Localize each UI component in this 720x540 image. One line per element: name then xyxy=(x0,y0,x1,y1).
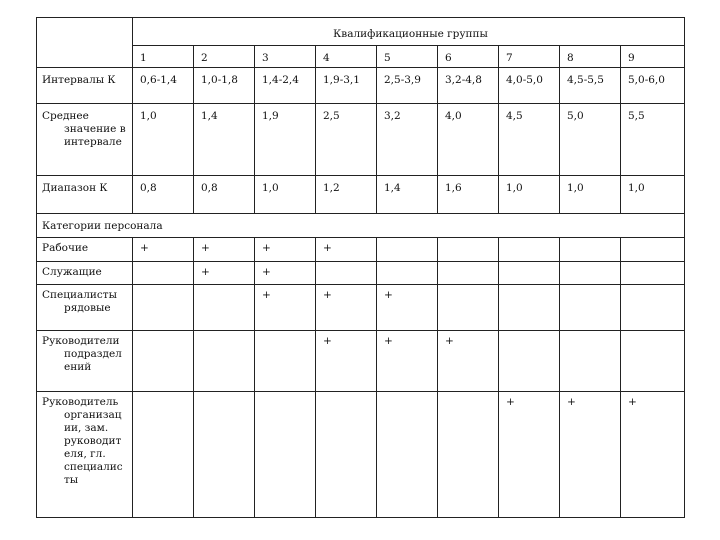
table-cell: 5,0-6,0 xyxy=(621,68,685,104)
table-cell: + xyxy=(194,238,255,262)
table-row xyxy=(37,262,685,285)
group-number: 4 xyxy=(316,46,377,68)
table-cell xyxy=(499,238,560,262)
table-cell: 0,8 xyxy=(194,176,255,214)
table-cell xyxy=(560,285,621,331)
table-row xyxy=(37,392,685,518)
group-header: Квалификационные группы xyxy=(133,18,685,46)
group-number: 1 xyxy=(133,46,194,68)
table-cell xyxy=(438,285,499,331)
table-cell: + xyxy=(438,331,499,392)
table-row xyxy=(37,331,685,392)
table-cell xyxy=(194,392,255,518)
table-cell: 3,2-4,8 xyxy=(438,68,499,104)
table-cell xyxy=(377,262,438,285)
table-cell: 3,2 xyxy=(377,104,438,176)
table-cell: + xyxy=(316,331,377,392)
table-cell xyxy=(621,331,685,392)
table-cell: + xyxy=(255,238,316,262)
row-label: Среднее значение в интервале xyxy=(37,104,133,176)
row-label: Рабочие xyxy=(37,238,133,262)
table-cell xyxy=(133,285,194,331)
table-cell: + xyxy=(255,262,316,285)
table-cell xyxy=(438,262,499,285)
table-cell: 1,6 xyxy=(438,176,499,214)
table-cell: 1,0 xyxy=(255,176,316,214)
table-cell xyxy=(560,238,621,262)
table-cell xyxy=(255,331,316,392)
table-cell: 1,0 xyxy=(560,176,621,214)
table-cell: 1,2 xyxy=(316,176,377,214)
table-cell: 1,4-2,4 xyxy=(255,68,316,104)
category-row xyxy=(37,214,685,238)
table-cell: 4,0-5,0 xyxy=(499,68,560,104)
table-row xyxy=(37,176,685,214)
table-cell: 1,4 xyxy=(377,176,438,214)
header-row-groups xyxy=(37,18,685,46)
table-cell xyxy=(133,331,194,392)
table-cell xyxy=(316,262,377,285)
row-label: Служащие xyxy=(37,262,133,285)
table-cell: 0,6-1,4 xyxy=(133,68,194,104)
table-row xyxy=(37,68,685,104)
group-number: 2 xyxy=(194,46,255,68)
group-number: 8 xyxy=(560,46,621,68)
table-cell xyxy=(194,331,255,392)
table-cell: 1,9-3,1 xyxy=(316,68,377,104)
table-cell xyxy=(133,262,194,285)
group-number: 3 xyxy=(255,46,316,68)
group-number: 6 xyxy=(438,46,499,68)
table-cell xyxy=(438,238,499,262)
table-cell xyxy=(621,285,685,331)
table-cell: + xyxy=(377,331,438,392)
table-cell xyxy=(377,238,438,262)
table-cell xyxy=(621,262,685,285)
table-cell: 1,0 xyxy=(133,104,194,176)
table-cell: 0,8 xyxy=(133,176,194,214)
table-cell: 1,9 xyxy=(255,104,316,176)
table-cell xyxy=(255,392,316,518)
row-label: Диапазон К xyxy=(37,176,133,214)
table-cell: 1,0-1,8 xyxy=(194,68,255,104)
table-cell xyxy=(560,331,621,392)
row-label: Руководители подраздел ений xyxy=(37,331,133,392)
group-number: 7 xyxy=(499,46,560,68)
table-cell: 1,0 xyxy=(499,176,560,214)
table-cell: 4,5 xyxy=(499,104,560,176)
table-cell: + xyxy=(499,392,560,518)
table-cell xyxy=(499,285,560,331)
table-cell xyxy=(499,262,560,285)
table-cell: 1,0 xyxy=(621,176,685,214)
table-cell: + xyxy=(560,392,621,518)
table-cell: + xyxy=(316,238,377,262)
table-cell: + xyxy=(255,285,316,331)
header-row-numbers xyxy=(37,46,685,68)
table-cell xyxy=(133,392,194,518)
table-row xyxy=(37,104,685,176)
table-cell xyxy=(438,392,499,518)
category-header: Категории персонала xyxy=(37,214,685,238)
qualification-table xyxy=(36,17,685,518)
table-cell: 4,5-5,5 xyxy=(560,68,621,104)
table-cell xyxy=(499,331,560,392)
table-cell: + xyxy=(377,285,438,331)
table-cell: 2,5 xyxy=(316,104,377,176)
table-row xyxy=(37,285,685,331)
table-cell xyxy=(377,392,438,518)
table-cell: + xyxy=(621,392,685,518)
table-cell: + xyxy=(133,238,194,262)
table-cell: + xyxy=(316,285,377,331)
group-number: 9 xyxy=(621,46,685,68)
row-label: Специалисты рядовые xyxy=(37,285,133,331)
table-cell xyxy=(194,285,255,331)
table-cell xyxy=(316,392,377,518)
table-cell xyxy=(560,262,621,285)
row-label: Интервалы К xyxy=(37,68,133,104)
group-number: 5 xyxy=(377,46,438,68)
table-cell: + xyxy=(194,262,255,285)
table-cell: 2,5-3,9 xyxy=(377,68,438,104)
table-cell: 5,5 xyxy=(621,104,685,176)
table-row xyxy=(37,238,685,262)
table-cell xyxy=(621,238,685,262)
table-cell: 1,4 xyxy=(194,104,255,176)
row-label: Руководитель организац ии, зам. руководит еля, гл. специалис ты xyxy=(37,392,133,518)
table-cell: 4,0 xyxy=(438,104,499,176)
corner-cell xyxy=(37,18,133,68)
table-cell: 5,0 xyxy=(560,104,621,176)
